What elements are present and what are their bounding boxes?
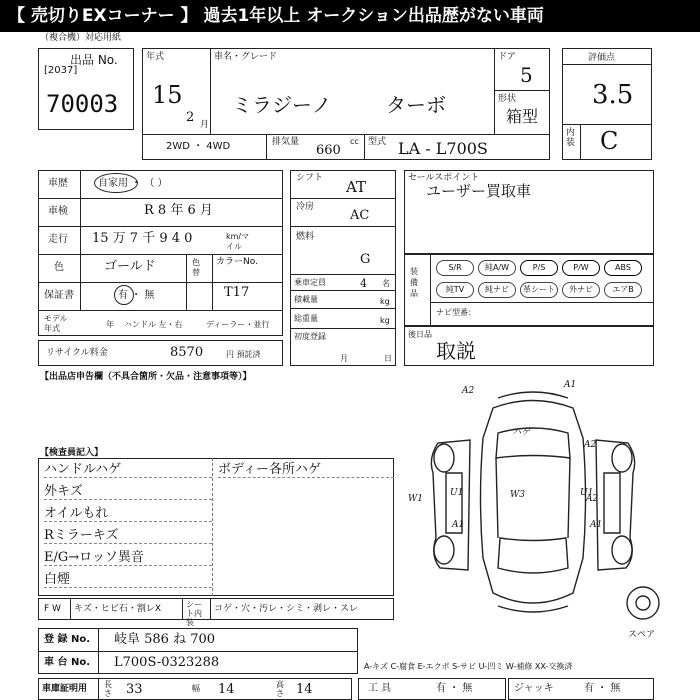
lot-number: 70003 <box>46 90 119 118</box>
color-note: 色替 <box>192 258 200 277</box>
dealer-label: ディーラー・並行 <box>206 320 270 329</box>
jack-label: ジャッキ <box>514 683 554 694</box>
chassis-value: L700S-0323288 <box>114 655 220 670</box>
damage-label: A2 <box>584 440 597 450</box>
len-label: 長さ <box>104 680 112 698</box>
model-label: 型式 <box>368 137 387 147</box>
name-label: 車名・グレード <box>214 52 278 62</box>
damage-label: A1 <box>564 380 577 390</box>
after-label: 後日品 <box>408 330 432 339</box>
color-value: ゴールド <box>104 259 156 274</box>
equip-item: 外ナビ <box>562 282 600 298</box>
model-year-label: モデル年式 <box>44 314 68 333</box>
equip-item: エアB <box>604 282 642 298</box>
recycle-value: 8570 <box>170 345 204 360</box>
month-value: 2 <box>186 110 195 125</box>
first-reg-label: 初度登録 <box>294 332 326 341</box>
equip-item: 純TV <box>436 282 474 298</box>
first-reg-day: 日 <box>384 354 392 363</box>
interior-value: C <box>600 127 619 155</box>
inspector-note: ボディー各所ハゲ <box>218 462 394 478</box>
lot-code: [2037] <box>44 65 78 76</box>
equip-item: 純ナビ <box>478 282 516 298</box>
sub-note: （複合機）対応用紙 <box>40 33 122 43</box>
recycle-unit: 円 預託済 <box>226 350 261 359</box>
model-value: LA - L700S <box>398 139 488 158</box>
capacity-unit: 名 <box>382 279 390 288</box>
mileage-unit: km/マイル <box>226 232 250 251</box>
damage-label: ハゲ <box>512 428 531 438</box>
total-label: 総重量 <box>294 314 318 323</box>
car-name: ミラジーノ <box>232 93 332 117</box>
cert-label: 車庫証明用 <box>42 684 88 694</box>
year-label: 年式 <box>146 52 165 62</box>
tools-label: 工 具 <box>368 683 392 694</box>
car-grade: ターボ <box>386 93 446 117</box>
year-value: 15 <box>152 81 183 109</box>
chassis-label: 車 台 No. <box>44 657 91 668</box>
grade-value: 3.5 <box>592 80 634 110</box>
inspector-label: 【検査員記入】 <box>40 448 104 458</box>
history-value: 自家用 ・ （ ） <box>98 178 168 189</box>
drive-label: 2WD ・ 4WD <box>166 141 231 152</box>
interior-label: 内装 <box>566 128 576 148</box>
jack-value: 有 ・ 無 <box>584 683 621 694</box>
lot-label: 出品 No. <box>70 53 118 67</box>
tools-value: 有 ・ 無 <box>436 683 473 694</box>
damage-label: A2 <box>586 494 599 504</box>
damage-label: U1 <box>580 488 594 498</box>
inspection-value: R 8 年 6 月 <box>144 203 213 218</box>
fuel-label: 燃料 <box>296 232 315 242</box>
damage-label: W1 <box>408 494 423 504</box>
hgt-value: 14 <box>296 682 313 697</box>
disp-label: 排気量 <box>272 137 300 147</box>
damage-label: U1 <box>450 488 464 498</box>
shift-label: シフト <box>296 173 324 183</box>
car-diagram <box>398 378 668 628</box>
spare-label: スペア <box>628 630 656 640</box>
warranty-label: 保証書 <box>44 290 74 301</box>
equip-item: S/R <box>436 260 474 276</box>
equip-item: P/S <box>520 260 558 276</box>
seat-value: コゲ・穴・汚レ・シミ・剥レ・スレ <box>214 604 359 614</box>
seat-label: シート内装 <box>186 600 202 627</box>
warranty-value: 有 ・ 無 <box>118 290 155 301</box>
recycle-label: リサイクル料金 <box>46 348 108 358</box>
door-value: 5 <box>520 63 533 87</box>
handle-label: ハンドル 左・右 <box>124 320 183 329</box>
first-reg-month: 月 <box>340 354 348 363</box>
door-label: ドア <box>498 52 516 62</box>
month-unit: 月 <box>200 120 210 130</box>
shift-value: AT <box>346 178 367 196</box>
legend: A-キズ C-腐食 E-エクボ S-サビ U-凹ミ W-補修 XX-交換済 <box>364 662 573 671</box>
shape-label: 形状 <box>498 94 517 104</box>
damage-label: A1 <box>452 520 465 530</box>
equip-item: ABS <box>604 260 642 276</box>
mileage-label: 走行 <box>48 234 68 245</box>
sales-label: セールスポイント <box>408 173 480 183</box>
fw-label: F W <box>44 604 61 614</box>
after-value: 取説 <box>436 339 476 363</box>
banner: 【 売切りEXコーナー 】 過去1年以上 オークション出品歴がない車両 <box>0 0 700 32</box>
colorno-value: T17 <box>224 285 250 300</box>
inspector-note: E/G→ロッソ異音 <box>44 550 212 566</box>
colorno-label: カラーNo. <box>216 257 258 267</box>
load-label: 積載量 <box>294 295 318 304</box>
inspection-label: 車検 <box>48 206 68 217</box>
inspector-note: Rミラーキズ <box>44 528 212 544</box>
reg-value: 岐阜 586 ね 700 <box>114 632 216 647</box>
sales-value: ユーザー買取車 <box>426 182 532 200</box>
remarks-label: 【出品店申告欄（不具合箇所・欠品・注意事項等）】 <box>40 372 252 382</box>
inspector-note: 白煙 <box>44 572 212 588</box>
inspector-note: ハンドルハゲ <box>44 462 212 478</box>
shape-value: 箱型 <box>506 107 539 126</box>
inspector-note: 外キズ <box>44 484 212 500</box>
equip-item: 革シート <box>520 282 558 298</box>
damage-label: A1 <box>590 520 603 530</box>
disp-value: 660 <box>316 143 341 158</box>
hgt-label: 高さ <box>276 680 284 698</box>
total-unit: kg <box>380 316 390 325</box>
wid-value: 14 <box>218 682 235 697</box>
history-table <box>38 170 283 336</box>
inspector-note: オイルもれ <box>44 506 212 522</box>
damage-label: W3 <box>510 490 525 500</box>
mileage-value: 15 万 7 千 9 4 0 <box>92 231 193 246</box>
reg-label: 登 録 No. <box>44 634 91 645</box>
history-label: 車歴 <box>48 178 68 189</box>
equip-label: 装備品 <box>410 267 418 298</box>
disp-unit: cc <box>350 137 359 146</box>
kizu-label: キズ・ヒビ石・割レX <box>74 604 161 614</box>
color-label: 色 <box>54 262 64 273</box>
fuel-value: G <box>360 252 371 267</box>
navi-label: ナビ型番： <box>436 308 476 317</box>
len-value: 33 <box>126 682 143 697</box>
grade-label: 評価点 <box>588 53 616 63</box>
ac-value: AC <box>350 208 370 223</box>
equip-item: P/W <box>562 260 600 276</box>
damage-label: A2 <box>462 386 475 396</box>
ac-label: 冷房 <box>296 202 315 212</box>
capacity-value: 4 <box>360 277 367 290</box>
wid-label: 幅 <box>192 684 200 693</box>
capacity-label: 乗車定員 <box>294 278 326 287</box>
load-unit: kg <box>380 297 390 306</box>
equip-item: 純A/W <box>478 260 516 276</box>
model-year-unit: 年 <box>106 320 114 329</box>
